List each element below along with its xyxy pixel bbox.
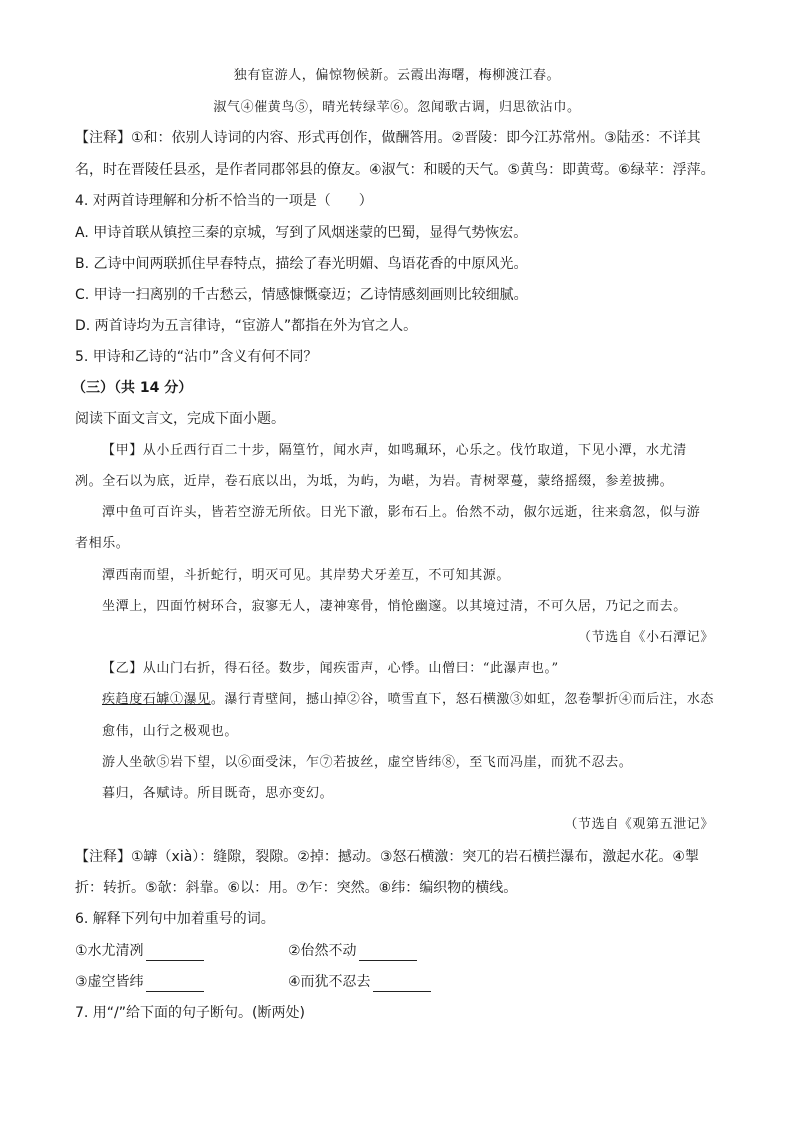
passage-a-line-6: 坐潭上，四面竹树环合，寂寥无人，凄神寒骨，悄怆幽邃。以其境过清，不可久居，乃记之而去。 <box>102 599 687 614</box>
question-4-option-a: A. 甲诗首联从镇控三秦的京城，写到了风烟迷蒙的巴蜀，显得气势恢宏。 <box>75 225 528 241</box>
passage-a-source: （节选自《小石潭记》 <box>577 630 714 645</box>
question-6-item-1-text: ①水尤清冽 <box>75 943 144 959</box>
section-3-heading: （三）（共 14 分） <box>72 380 193 396</box>
notes-1-line-1: 【注释】①和：依别人诗词的内容、形式再创作，做酬答用。②晋陵：即今江苏常州。③陆丞：不详其 <box>75 130 701 146</box>
question-6-item-3-text: ③虚空皆纬 <box>75 974 144 990</box>
notes-2-line-2: 折：转折。⑤欹：斜靠。⑥以：用。⑦乍：突然。⑧纬：编织物的横线。 <box>75 880 518 896</box>
answer-blank-3[interactable] <box>146 977 204 992</box>
passage-b-line-2-rest: 。瀑行青壁间，撼山掉②谷，喷雪直下，怒石横激③如虹，忽卷掣折④而后注，水态 <box>210 692 715 707</box>
question-6-item-3 <box>75 972 204 992</box>
passage-a-line-3: 潭中鱼可百许头，皆若空游无所依。日光下澈，影布石上。佁然不动，俶尔远逝，往来翕忽，似与游 <box>102 505 701 520</box>
passage-b-underlined-phrase-2: 瀑见 <box>183 692 211 707</box>
poem-b-line-2: 淑气④催黄鸟⑤，晴光转绿苹⑥。忽闻歌古调，归思欲沾巾。 <box>213 100 581 115</box>
passage-a-line-2: 冽。全石以为底，近岸，卷石底以出，为坻，为屿，为嵁，为岩。青树翠蔓，蒙络摇缀，参差披拂。 <box>75 474 674 489</box>
passage-b-line-1: 【乙】从山门右折，得石径。数步，闻疾雷声，心悸。山僧曰：“此瀑声也。” <box>102 661 559 676</box>
poem-b-line-1: 独有宦游人，偏惊物候新。云霞出海曙，梅柳渡江春。 <box>233 68 561 83</box>
passage-b-line-4: 游人坐欹⑤岩下望，以⑥面受沫，乍⑦若披丝，虚空皆纬⑧，至飞而冯崖，而犹不忍去。 <box>102 755 633 770</box>
passage-a-line-4: 者相乐。 <box>75 536 130 551</box>
question-4-option-d: D. 两首诗均为五言律诗，“宦游人”都指在外为官之人。 <box>75 318 418 334</box>
question-5-stem: 5. 甲诗和乙诗的“沾巾”含义有何不同？ <box>75 349 318 365</box>
question-6-stem: 6. 解释下列句中加着重号的词。 <box>75 911 275 927</box>
passage-a-line-1: 【甲】从小丘西行百二十步，隔篁竹，闻水声，如鸣珮环，心乐之。伐竹取道，下见小潭，水尤清 <box>102 443 687 458</box>
question-4-option-b: B. 乙诗中间两联抓住早春特点，描绘了春光明媚、鸟语花香的中原风光。 <box>75 256 528 272</box>
question-6-item-4-text: ④而犹不忍去 <box>288 974 371 990</box>
notes-2-line-1: 【注释】①罅（xià）：缝隙，裂隙。②掉：撼动。③怒石横激：突兀的岩石横拦瀑布，激起水花。④掣 <box>75 849 699 865</box>
answer-blank-2[interactable] <box>359 946 417 961</box>
question-7-stem: 7. 用“/”给下面的句子断句。(断两处) <box>75 1005 305 1021</box>
passage-a-line-5: 潭西南而望，斗折蛇行，明灭可见。其岸势犬牙差互，不可知其源。 <box>102 568 511 583</box>
passage-b-underlined-phrase-1: 疾趋度石罅① <box>102 692 184 707</box>
passage-b-line-2 <box>102 690 714 710</box>
passage-b-line-3: 愈伟，山行之极观也。 <box>102 724 239 739</box>
section-3-intro: 阅读下面文言文，完成下面小题。 <box>75 411 285 427</box>
question-6-item-2 <box>288 941 417 961</box>
question-6-item-4 <box>288 972 431 992</box>
question-6-item-2-text: ②佁然不动 <box>288 943 357 959</box>
answer-blank-1[interactable] <box>146 946 204 961</box>
notes-1-line-2: 名，时在晋陵任县丞，是作者同郡邻县的僚友。④淑气：和暖的天气。⑤黄鸟：即黄莺。⑥绿苹：浮萍。 <box>75 162 715 178</box>
passage-b-line-5: 暮归，各赋诗。所目既奇，思亦变幻。 <box>102 786 334 801</box>
question-4-option-c: C. 甲诗一扫离别的千古愁云，情感慷慨豪迈；乙诗情感刻画则比较细腻。 <box>75 287 528 303</box>
passage-b-source: （节选自《观第五泄记》 <box>564 817 714 832</box>
question-4-stem: 4. 对两首诗理解和分析不恰当的一项是（ ） <box>75 193 373 209</box>
question-6-item-1 <box>75 941 204 961</box>
answer-blank-4[interactable] <box>373 977 431 992</box>
